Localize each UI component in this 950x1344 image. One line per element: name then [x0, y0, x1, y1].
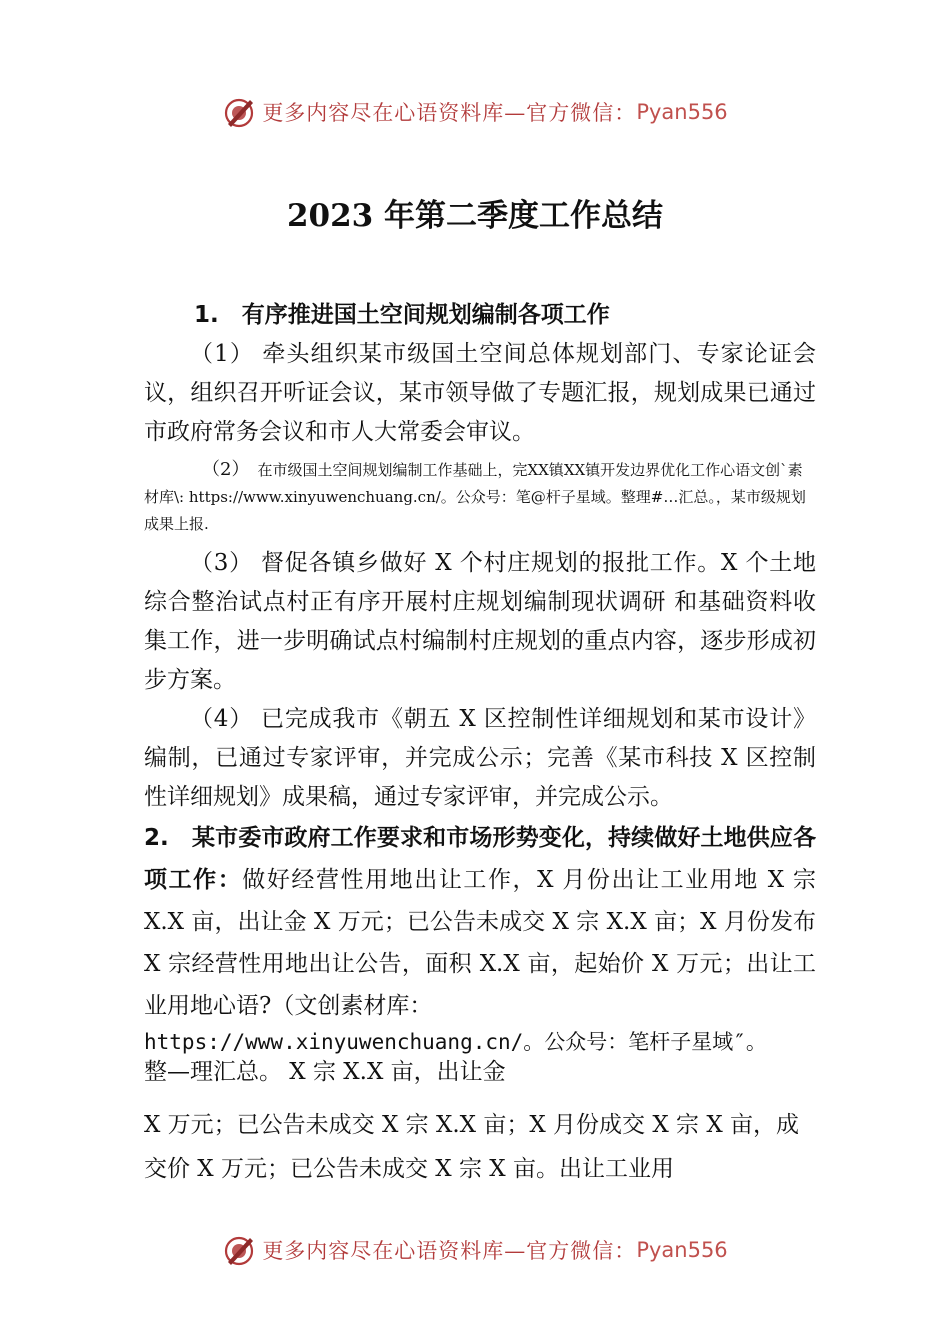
pen-logo-icon	[222, 1232, 258, 1268]
section1-item2	[144, 456, 816, 538]
section1-heading: 1. 有序推进国土空间规划编制各项工作	[194, 302, 610, 328]
section1-item2-text: 在市级国土空间规划编制工作基础上，完XX镇XX镇开发边界优化工作心语文创`素材库\: https://www.xinyuwenchuang.cn/。公众号：笔@杆子星域。整理#…汇总。，某市级规划成果上报.	[144, 461, 806, 533]
watermark-banner-bottom	[0, 1232, 950, 1268]
section2-text2: 整—理汇总。 X 宗 X.X 亩，出让金	[144, 1059, 506, 1085]
section1-item2-label: （2）	[202, 459, 250, 480]
watermark-text: 更多内容尽在心语资料库—官方微信：	[262, 101, 637, 125]
section2-heading: 2. 某市委市政府工作要求和市场形势变化，持续做好土地供应各项工作：	[144, 825, 816, 893]
watermark-text: 更多内容尽在心语资料库—官方微信：	[262, 1239, 637, 1263]
watermark-banner-top	[0, 94, 950, 130]
section1-item1: （1） 牵头组织某市级国土空间总体规划部门、专家论证会议，组织召开听证会议，某市领导做了专题汇报，规划成果已通过市政府常务会议和市人大常委会审议。	[144, 341, 816, 445]
section2-text1: 做好经营性用地出让工作，X 月份出让工业用地 X 宗 X.X 亩，出让金 X 万元；已公告未成交 X 宗 X.X 亩；X 月份发布 X 宗经营性用地出让公告，面积 X.X 亩，起始价 X 万元；出让工业用地心语?（文创素材库：	[144, 867, 817, 1019]
section2-url-line: https://www.xinyuwenchuang.cn/。公众号：笔杆子星域″。	[144, 1030, 767, 1054]
section1-item3: （3） 督促各镇乡做好 X 个村庄规划的报批工作。X 个土地综合整治试点村正有序开展村庄规划编制现状调研 和基础资料收集工作，进一步明确试点村编制村庄规划的重点内容，逐步形成初步方案。	[144, 550, 816, 693]
section2-paragraph	[144, 817, 816, 1027]
watermark-wechat-id: Pyan556	[636, 100, 728, 124]
section2-url-block	[144, 1027, 816, 1087]
document-title: 2023 年第二季度工作总结	[286, 198, 664, 234]
watermark-wechat-id: Pyan556	[636, 1238, 728, 1262]
document-body	[144, 295, 816, 1191]
section2-text3: X 万元；已公告未成交 X 宗 X.X 亩；X 月份成交 X 宗 X 亩，成交价 X 万元；已公告未成交 X 宗 X 亩。出让工业用	[144, 1112, 800, 1182]
pen-logo-icon	[222, 94, 258, 130]
section1-item4: （4） 已完成我市《朝五 X 区控制性详细规划和某市设计》编制，已通过专家评审，并完成公示；完善《某市科技 X 区控制性详细规划》成果稿，通过专家评审，并完成公示。	[144, 706, 816, 810]
